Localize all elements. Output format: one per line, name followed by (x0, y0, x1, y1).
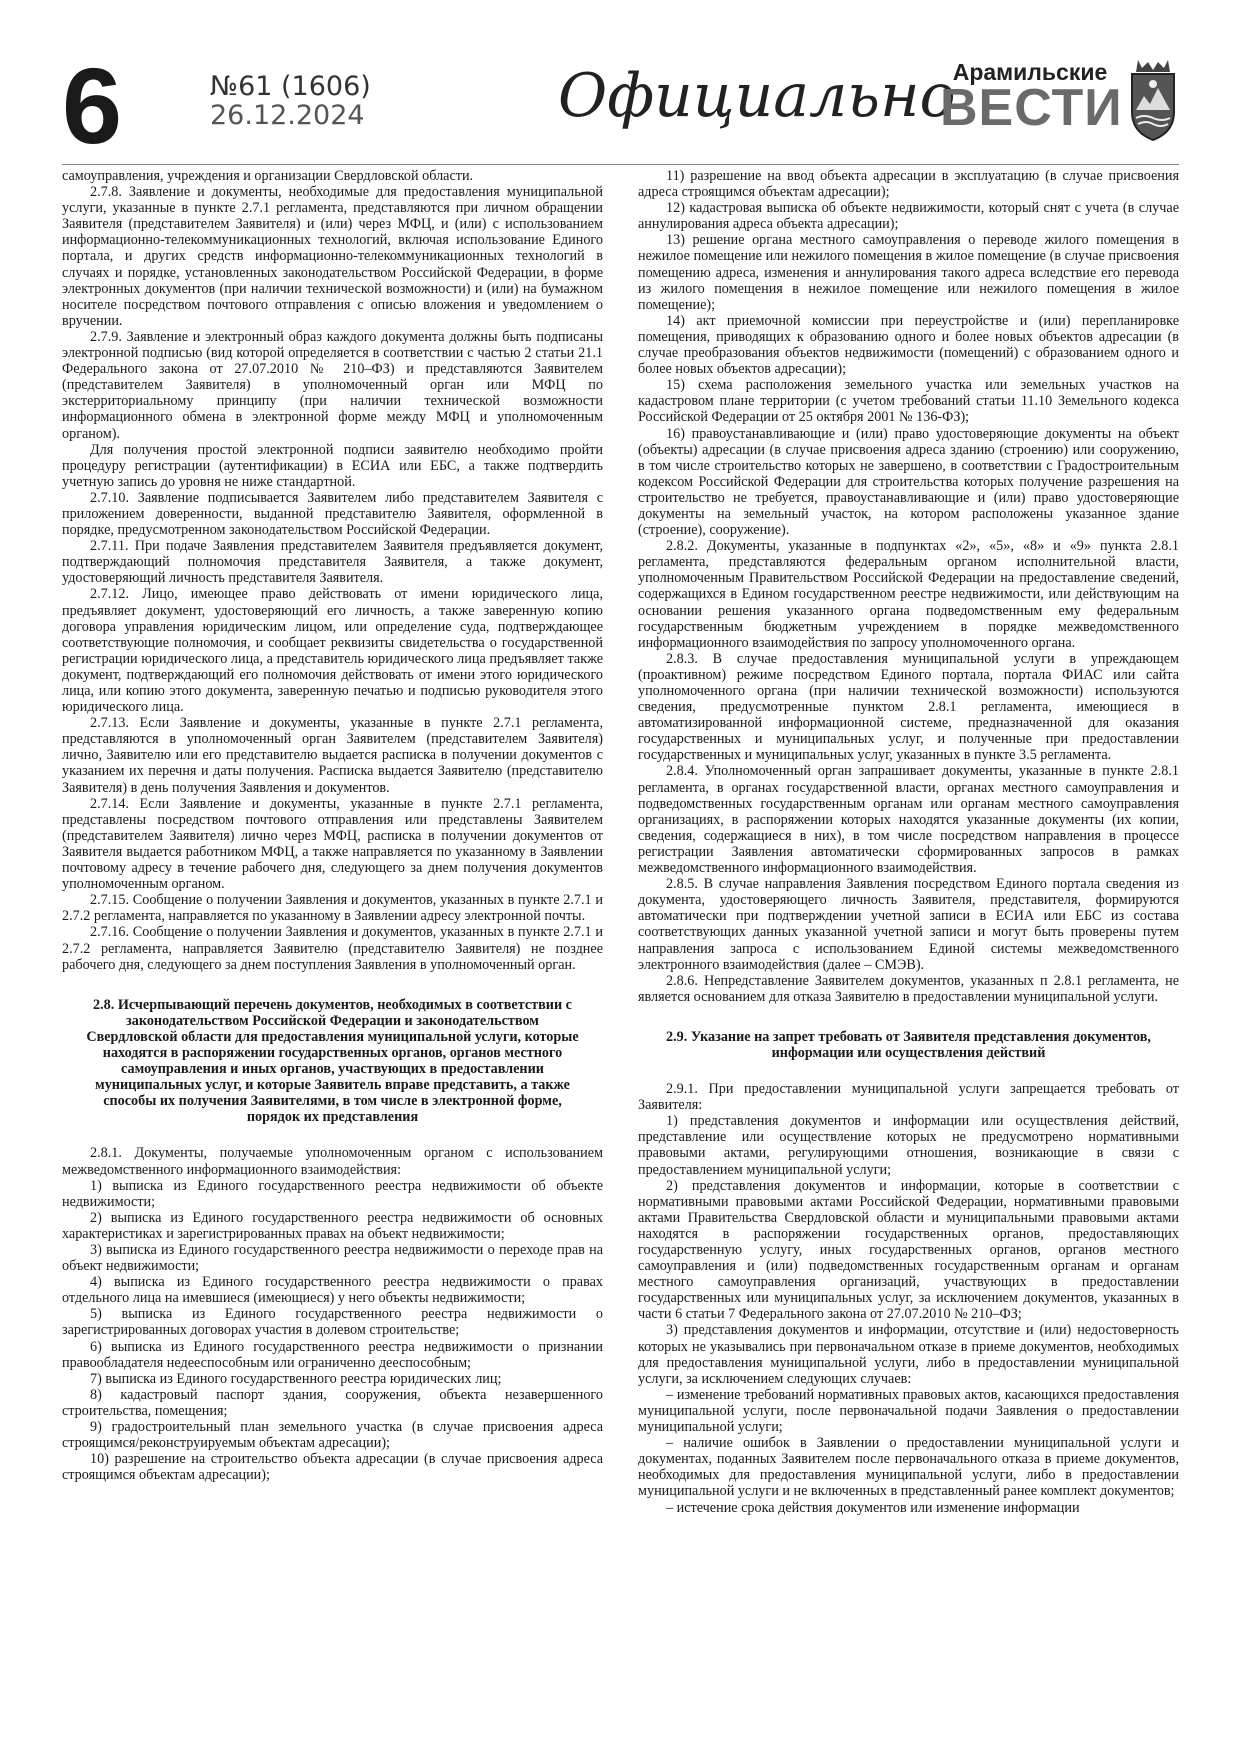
list-item: – наличие ошибок в Заявлении о предоставлении муниципальной услуги и документах, поданных Заявителем после первоначального отказа в приеме документов, необходимых для предоставления муниципальной услуги, либо в предоставлении муниципальной услуги и не включенных в представленный ранее комплект документов; (638, 1435, 1179, 1500)
section-title: Официально (558, 61, 956, 131)
list-item: 16) правоустанавливающие и (или) право удостоверяющие документы на объект (объекты) адресации (в случае присвоения адреса зданию (строению) или сооружению, в том числе строительство которых не завершено, в соответствии с Градостроительным кодексом Российской Федерации для строительства которых получение разрешения на строительство не требуется, правоустанавливающие и (или) право удостоверяющие документы на земельный участок, на котором расположены указанное здание (строение), сооружение). (638, 425, 1179, 539)
list-item: 9) градостроительный план земельного участка (в случае присвоения адреса строящимся/реконструируемым объектам адресации); (62, 1419, 603, 1452)
list-item: 4) выписка из Единого государственного реестра недвижимости о правах отдельного лица на имевшиеся (имеющиеся) у него объекты недвижимости; (62, 1274, 603, 1307)
paragraph: 2.7.12. Лицо, имеющее право действовать от имени юридического лица, предъявляет документ, удостоверяющий его личность, а также заверенную копию договора управления юридическим лицом, или определение суда, подтверждающее соответствующие полномочия, и сообщает реквизиты свидетельства о государственной регистрации юридического лица, а представитель юридического лица предъявляет также документ, подтверждающий его полномочия действовать от имени этого юридического лица, или копию этого документа, заверенную печатью и подписью руководителя этого юридического лица. (62, 586, 603, 716)
paragraph: 2.8.3. В случае предоставления муниципальной услуги в упреждающем (проактивном) режиме посредством Единого портала, портала ФИАС или сайта уполномоченного органа (при наличии технической возможности) используются сведения, предусмотренные пунктом 2.8.1 регламента, имеющиеся в автоматизированной информационной системе, предназначенной для оказания государственных и муниципальных услуг, и полученные при предоставлении государственных и муниципальных услуг, указанных в пункте 3.5 регламента. (638, 650, 1179, 764)
section-heading-2-8: 2.8. Исчерпывающий перечень документов, необходимых в соответствии с законодательством Российской Федерации и законодательством Свердловской области для предоставления муниципальной услуги, которые находятся в распоряжении государственных органов, органов местного самоуправления и иных органов, участвующих в предоставлении муниципальных услуг, и которые Заявитель вправе представить, а также способы их получения Заявителями, в том числе в электронной форме, порядок их представления (86, 996, 579, 1126)
list-item: – истечение срока действия документов или изменение информации (666, 1499, 1080, 1516)
header-divider (62, 164, 1179, 165)
page-header (0, 0, 1241, 166)
list-item: 8) кадастровый паспорт здания, сооружения, объекта незавершенного строительства, помещения; (62, 1386, 603, 1419)
paragraph: 2.8.5. В случае направления Заявления посредством Единого портала сведения из документа, удостоверяющего личность Заявителя, представителя, формируются автоматически при подтверждении учетной записи в ЕСИА или ЕБС из состава соответствующих данных указанной учетной записи и могут быть проверены путем направления запроса с использованием Единой системы межведомственного электронного взаимодействия (далее – СМЭВ). (638, 876, 1179, 973)
list-item: 7) выписка из Единого государственного реестра юридических лиц; (90, 1370, 502, 1387)
left-column (62, 168, 603, 1483)
paragraph: 2.9.1. При предоставлении муниципальной услуги запрещается требовать от Заявителя: (638, 1081, 1179, 1114)
paragraph: Для получения простой электронной подписи заявителю необходимо пройти процедуру регистрации (аутентификации) в ЕСИА или ЕБС, а также подтвердить учетную запись до уровня не ниже стандартной. (62, 441, 603, 490)
paragraph: 2.7.9. Заявление и электронный образ каждого документа должны быть подписаны электронной подписью (вид которой определяется в соответствии с частью 2 статьи 21.1 Федерального закона от 27.07.2010 № 210–ФЗ) и представляются Заявителем (представителем Заявителя) в уполномоченный орган или МФЦ по экстерриториальному принципу (при наличии технической возможности информационного обмена в электронной форме между МФЦ и уполномоченным органом). (62, 328, 603, 442)
list-item: 1) представления документов и информации или осуществления действий, представление или осуществление которых не предусмотрено нормативными правовыми актами, регулирующими отношения, возникающие в связи с предоставлением муниципальной услуги; (638, 1113, 1179, 1178)
issue-date: 26.12.2024 (210, 100, 365, 131)
list-item: 5) выписка из Единого государственного реестра недвижимости о зарегистрированных договорах участия в долевом строительстве; (62, 1306, 603, 1339)
logo-title: ВЕСТИ (940, 79, 1123, 137)
coat-of-arms-icon (1128, 60, 1178, 142)
list-item: 6) выписка из Единого государственного реестра недвижимости о признании правообладателя недееспособным или ограниченно дееспособным; (62, 1338, 603, 1371)
list-item: 3) представления документов и информации, отсутствие и (или) недостоверность которых не указывались при первоначальном отказе в приеме документов, необходимых для предоставления муниципальной услуги, либо в предоставлении муниципальной услуги, за исключением следующих случаев: (638, 1322, 1179, 1387)
logo-subtitle: Арамильские (952, 59, 1108, 85)
paragraph: 2.8.1. Документы, получаемые уполномоченным органом с использованием межведомственного информационного взаимодействия: (62, 1145, 603, 1178)
paragraph: самоуправления, учреждения и организации Свердловской области. (62, 168, 474, 184)
list-item: 14) акт приемочной комиссии при переустройстве и (или) перепланировке помещения, приводящих к образованию одного и более новых объектов адресации (в случае преобразования объектов недвижимости (помещений) с образованием одного и более новых объектов адресации); (638, 312, 1179, 378)
list-item: 2) выписка из Единого государственного реестра недвижимости об основных характеристиках и зарегистрированных правах на объект недвижимости; (62, 1209, 603, 1242)
paragraph: 2.8.6. Непредставление Заявителем документов, указанных п 2.8.1 регламента, не является основанием для отказа Заявителю в предоставлении муниципальной услуги. (638, 972, 1179, 1005)
paragraph: 2.7.8. Заявление и документы, необходимые для предоставления муниципальной услуги, указанные в пункте 2.7.1 регламента, представляются при личном обращении Заявителя (представителем Заявителя) и (или) через МФЦ, и (или) с использованием информационно-телекоммуникационных технологий, включая использование Единого портала, и других средств информационно-телекоммуникационных технологий в случаях и порядке, установленных законодательством Российской Федерации, в форме электронных документов (при наличии технической возможности) и (или) на бумажном носителе посредством почтового отправления с описью вложения и уведомлением о вручении. (62, 184, 603, 329)
paragraph: 2.7.11. При подаче Заявления представителем Заявителя предъявляется документ, подтверждающий полномочия представителя Заявителя, а также документ, удостоверяющий личность представителя Заявителя. (62, 538, 603, 587)
list-item: 2) представления документов и информации, которые в соответствии с нормативными правовыми актами Российской Федерации, нормативными правовыми актами Правительства Свердловской области и муниципальными правовыми актами находятся в распоряжении государственных органов, предоставляющих государственную услугу, иных государственных органов, органов местного самоуправления и (или) подведомственных государственным органам и органам местного самоуправления организаций, участвующих в предоставлении государственных или муниципальных услуг, за исключением документов, указанных в части 6 статьи 7 Федерального закона от 27.07.2010 № 210–ФЗ; (638, 1177, 1179, 1323)
section-heading-2-9: 2.9. Указание на запрет требовать от Заявителя представления документов, информации или осуществления действий (666, 1028, 1151, 1061)
list-item: 15) схема расположения земельного участка или земельных участков на кадастровом плане территории (с учетом требований статьи 11.10 Земельного кодекса Российской Федерации от 25 октября 2001 № 136-ФЗ); (638, 377, 1179, 426)
paragraph: 2.7.10. Заявление подписывается Заявителем либо представителем Заявителя с приложением доверенности, выданной представителю Заявителя, оформленной в порядке, предусмотренном законодательством Российской Федерации. (62, 489, 603, 539)
page-number: 6 (62, 45, 123, 166)
paragraph: 2.7.13. Если Заявление и документы, указанные в пункте 2.7.1 регламента, представляются в уполномоченный орган Заявителем (представителем Заявителя) лично, Заявителю или его представителю выдается расписка в получении документов с указанием их перечня и даты получения. Расписка выдается Заявителю (представителю Заявителя) в день получения Заявления и документов. (62, 715, 603, 796)
list-item: 13) решение органа местного самоуправления о переводе жилого помещения в нежилое помещение или нежилого помещения в жилое помещение (в случае присвоения помещению адреса, изменения и аннулирования такого адреса вследствие его перевода из жилого помещения в нежилое помещение или нежилого помещения в жилое помещение); (638, 232, 1179, 313)
list-item: 12) кадастровая выписка об объекте недвижимости, который снят с учета (в случае аннулирования адреса объекта адресации); (638, 200, 1179, 233)
list-item: 3) выписка из Единого государственного реестра недвижимости о переходе прав на объект недвижимости; (62, 1242, 603, 1275)
newspaper-logo (940, 59, 1123, 138)
paragraph: 2.8.2. Документы, указанные в подпунктах «2», «5», «8» и «9» пункта 2.8.1 регламента, представляются федеральным органом исполнительной власти, уполномоченным Правительством Российской Федерации на предоставление сведений, содержащихся в Едином государственном реестре недвижимости, или действующим на основании решения указанного органа подведомственным ему федеральным государственным бюджетным учреждением в порядке межведомственного информационного взаимодействия по запросу уполномоченного органа. (638, 538, 1179, 651)
paragraph: 2.7.16. Сообщение о получении Заявления и документов, указанных в пункте 2.7.1 и 2.7.2 регламента, направляется Заявителю (представителю Заявителя) не позднее рабочего дня, следующего за днем поступления Заявления в уполномоченный орган. (62, 924, 603, 973)
paragraph: 2.7.15. Сообщение о получении Заявления и документов, указанных в пункте 2.7.1 и 2.7.2 регламента, направляется по указанному в Заявлении адресу электронной почты. (62, 892, 603, 925)
list-item: 11) разрешение на ввод объекта адресации в эксплуатацию (в случае присвоения адреса строящимся объектам адресации); (638, 168, 1179, 201)
list-item: – изменение требований нормативных правовых актов, касающихся предоставления муниципальной услуги, после первоначальной подачи Заявления о предоставлении муниципальной услуги; (638, 1386, 1179, 1436)
issue-number: №61 (1606) (210, 71, 371, 102)
list-item: 10) разрешение на строительство объекта адресации (в случае присвоения адреса строящимся объектам адресации); (62, 1451, 603, 1484)
right-column (638, 168, 1179, 1516)
paragraph: 2.8.4. Уполномоченный орган запрашивает документы, указанные в пункте 2.8.1 регламента, в органах государственной власти, органах местного самоуправления и подведомственных государственным органам или органам местного самоуправления организациях, в распоряжении которых находятся указанные документы (их копии, сведения, содержащиеся в них), в том числе посредством направления в процессе регистрации Заявления автоматически сформированных запросов в рамках межведомственного информационного взаимодействия. (638, 763, 1179, 877)
list-item: 1) выписка из Единого государственного реестра недвижимости об объекте недвижимости; (62, 1177, 603, 1210)
paragraph: 2.7.14. Если Заявление и документы, указанные в пункте 2.7.1 регламента, представлены посредством почтового отправления или представлены Заявителем (представителем Заявителя) лично через МФЦ, расписка в получении документов от Заявителя выдается работником МФЦ, а также направляется по указанному в Заявлении почтовому адресу в течение рабочего дня, следующего за днем получения документов уполномоченным органом. (62, 795, 603, 893)
